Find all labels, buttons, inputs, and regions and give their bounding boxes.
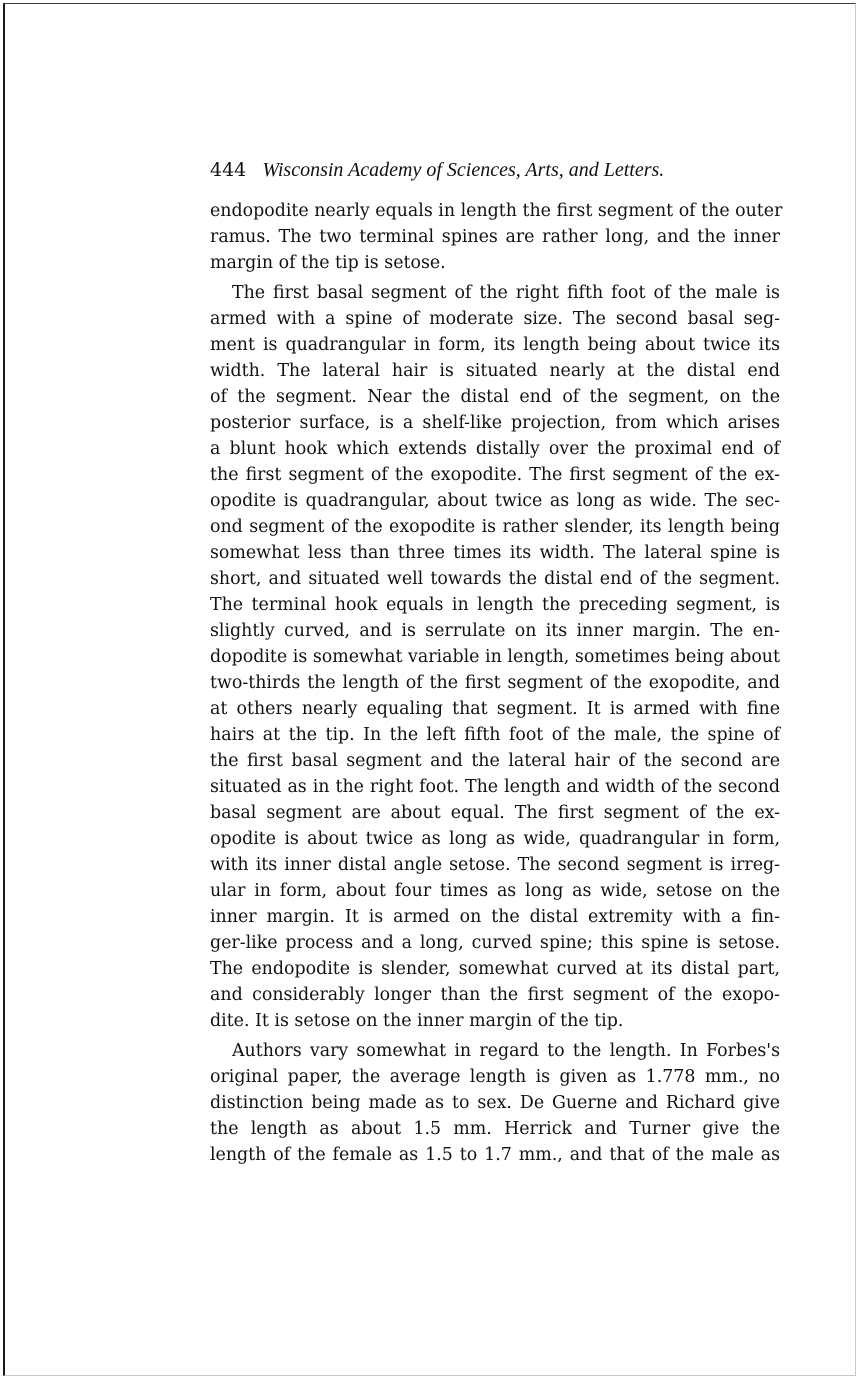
- text-line: margin of the tip is setose.: [210, 253, 446, 273]
- text-line: the length as about 1.5 mm. Herrick and Turner give the: [210, 1119, 780, 1139]
- text-line: armed with a spine of moderate size. The second basal seg-: [210, 309, 780, 329]
- text-line: ond segment of the exopodite is rather slender, its length being: [210, 517, 780, 537]
- text-line: posterior surface, is a shelf-like projection, from which arises: [210, 413, 780, 433]
- text-line: Authors vary somewhat in regard to the length. In Forbes's: [232, 1041, 780, 1061]
- text-line: hairs at the tip. In the left fifth foot of the male, the spine of: [210, 725, 780, 745]
- text-line: the first segment of the exopodite. The first segment of the ex-: [210, 465, 780, 485]
- text-line: slightly curved, and is serrulate on its inner margin. The en-: [210, 621, 780, 641]
- text-line: basal segment are about equal. The first segment of the ex-: [210, 803, 780, 823]
- paragraph-male-fifth-foot: [210, 280, 780, 1034]
- text-line: The terminal hook equals in length the preceding segment, is: [210, 595, 780, 615]
- book-page: [210, 154, 783, 1172]
- page-number: 444: [210, 159, 247, 181]
- running-header: [210, 154, 780, 186]
- text-line: endopodite nearly equals in length the first segment of the outer: [210, 201, 783, 221]
- text-line: opodite is quadrangular, about twice as long as wide. The sec-: [210, 491, 780, 511]
- running-title: Wisconsin Academy of Sciences, Arts, and Letters.: [262, 159, 665, 181]
- text-line: distinction being made as to sex. De Guerne and Richard give: [210, 1093, 780, 1113]
- text-line: length of the female as 1.5 to 1.7 mm., and that of the male as: [210, 1145, 780, 1165]
- text-line: dite. It is setose on the inner margin of the tip.: [210, 1011, 624, 1031]
- text-line: The endopodite is slender, somewhat curved at its distal part,: [210, 959, 780, 979]
- text-line: ular in form, about four times as long as wide, setose on the: [210, 881, 780, 901]
- text-line: original paper, the average length is given as 1.778 mm., no: [210, 1067, 780, 1087]
- paragraph-length: [210, 1038, 780, 1168]
- text-line: short, and situated well towards the distal end of the segment.: [210, 569, 780, 589]
- text-line: ment is quadrangular in form, its length being about twice its: [210, 335, 780, 355]
- text-line: opodite is about twice as long as wide, quadrangular in form,: [210, 829, 780, 849]
- text-line: dopodite is somewhat variable in length, sometimes being about: [210, 647, 780, 667]
- text-line: The first basal segment of the right fifth foot of the male is: [232, 283, 780, 303]
- text-line: the first basal segment and the lateral hair of the second are: [210, 751, 780, 771]
- text-line: ramus. The two terminal spines are rather long, and the inner: [210, 227, 780, 247]
- text-line: ger-like process and a long, curved spine; this spine is setose.: [210, 933, 780, 953]
- text-line: at others nearly equaling that segment. It is armed with fine: [210, 699, 780, 719]
- text-line: inner margin. It is armed on the distal extremity with a fin-: [210, 907, 780, 927]
- paragraph-continuation: [210, 198, 783, 276]
- text-line: situated as in the right foot. The length and width of the second: [210, 777, 780, 797]
- text-line: two-thirds the length of the first segment of the exopodite, and: [210, 673, 780, 693]
- text-line: a blunt hook which extends distally over the proximal end of: [210, 439, 780, 459]
- text-line: of the segment. Near the distal end of the segment, on the: [210, 387, 780, 407]
- text-line: with its inner distal angle setose. The second segment is irreg-: [210, 855, 780, 875]
- text-line: somewhat less than three times its width. The lateral spine is: [210, 543, 780, 563]
- text-line: width. The lateral hair is situated nearly at the distal end: [210, 361, 780, 381]
- text-line: and considerably longer than the first segment of the exopo-: [210, 985, 780, 1005]
